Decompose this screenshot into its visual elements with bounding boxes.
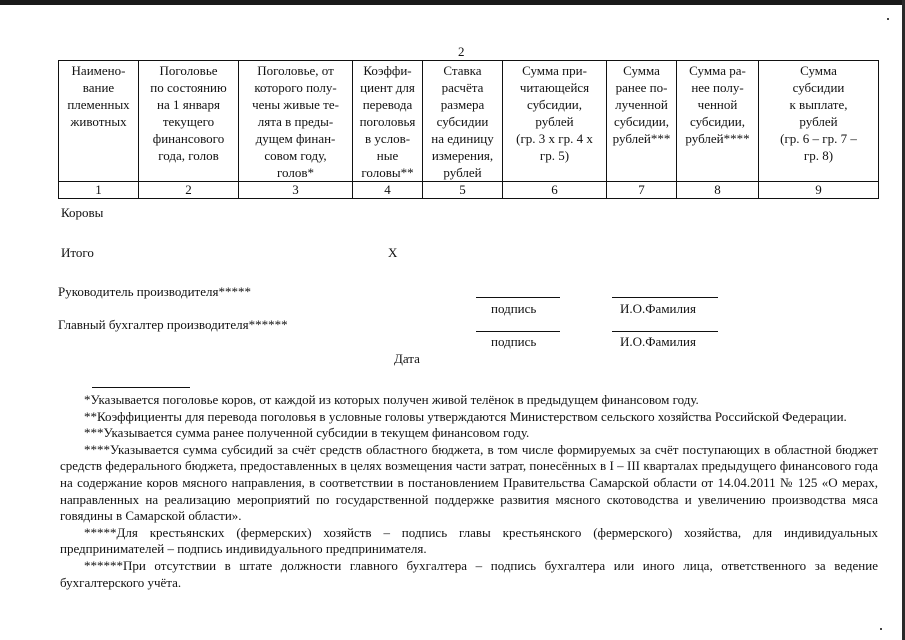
header-previously-received: Сумма ранее по- лученной субсидии, рублей*** [607, 61, 677, 182]
column-number: 9 [759, 182, 879, 199]
header-conversion-coefficient: Коэффи- циент для перевода поголовья в услов- ные головы** [353, 61, 423, 182]
column-number: 3 [239, 182, 353, 199]
chief-accountant-name-caption: И.О.Фамилия [620, 334, 696, 349]
head-name-line [612, 297, 718, 298]
header-livestock-calves: Поголовье, от которого полу- чены живые те- лята в преды- дущем финан- совом году, голов* [239, 61, 353, 182]
scan-top-border [0, 0, 905, 5]
head-signature-line [476, 297, 560, 298]
subsidy-table [58, 60, 879, 199]
header-subsidy-due: Сумма при- читающейся субсидии, рублей (гр. 3 х гр. 4 х гр. 5) [503, 61, 607, 182]
column-number: 1 [59, 182, 139, 199]
footnote: **Коэффициенты для перевода поголовья в условные головы утверждаются Министерством сельского хозяйства Российской Федерации. [84, 408, 847, 424]
scan-speck [887, 18, 889, 20]
total-mark: Х [388, 245, 398, 260]
table-header-row [59, 61, 879, 182]
footnote: ****Указывается сумма субсидий за счёт средств областного бюджета, в том числе формируемых за счёт поступающих в областной бюджет средств федерального бюджета, предоставленных в целях возмещения части затрат, понесённых в I – III кварталах предыдущего финансового года на содержание коров мясного направления, в соответствии в постановлением Правительства Самарской области от 14.04.2011 № 125 «О мерах, направленных на реализацию мероприятий по государственной поддержке развития мясного скотоводства и увеличению производства мяса говядины в Самарской области». [60, 441, 878, 524]
chief-accountant-signature-label: Главный бухгалтер производителя****** [58, 317, 288, 332]
date-label: Дата [394, 351, 420, 366]
footnote: *****Для крестьянских (фермерских) хозяйств – подпись главы крестьянского (фермерского) хозяйства, для индивидуальных предпринимателей – подпись индивидуального предпринимателя. [60, 524, 878, 557]
column-number: 4 [353, 182, 423, 199]
scan-speck [880, 628, 882, 630]
header-livestock-jan1: Поголовье по состоянию на 1 января текущего финансового года, голов [139, 61, 239, 182]
footnote: ******При отсутствии в штате должности главного бухгалтера – подпись бухгалтера или иного лица, ответственного за ведение бухгалтерского учёта. [60, 557, 878, 590]
column-number-row [59, 182, 879, 199]
head-signature-caption: подпись [491, 301, 537, 316]
chief-accountant-name-line [612, 331, 718, 332]
column-number: 7 [607, 182, 677, 199]
chief-accountant-signature-caption: подпись [491, 334, 537, 349]
column-number: 8 [677, 182, 759, 199]
column-number: 2 [139, 182, 239, 199]
header-amount-payable: Сумма субсидии к выплате, рублей (гр. 6 – гр. 7 – гр. 8) [759, 61, 879, 182]
page-number: 2 [458, 44, 465, 59]
footnote: *Указывается поголовье коров, от каждой из которых получен живой телёнок в предыдущем финансовом году. [84, 392, 699, 407]
footnote: ***Указывается сумма ранее полученной субсидии в текущем финансовом году. [84, 425, 530, 441]
chief-accountant-signature-line [476, 331, 560, 332]
column-number: 5 [423, 182, 503, 199]
head-signature-label: Руководитель производителя***** [58, 284, 251, 299]
head-name-caption: И.О.Фамилия [620, 301, 696, 316]
footnote-separator [92, 387, 190, 388]
header-animal-name: Наимено- вание племенных животных [59, 61, 139, 182]
column-number: 6 [503, 182, 607, 199]
header-subsidy-rate: Ставка расчёта размера субсидии на единицу измерения, рублей [423, 61, 503, 182]
row-label-cows: Коровы [61, 205, 104, 220]
header-previously-received-2: Сумма ра- нее полу- ченной субсидии, рублей**** [677, 61, 759, 182]
row-label-total: Итого [61, 245, 94, 260]
footnotes [60, 392, 878, 591]
